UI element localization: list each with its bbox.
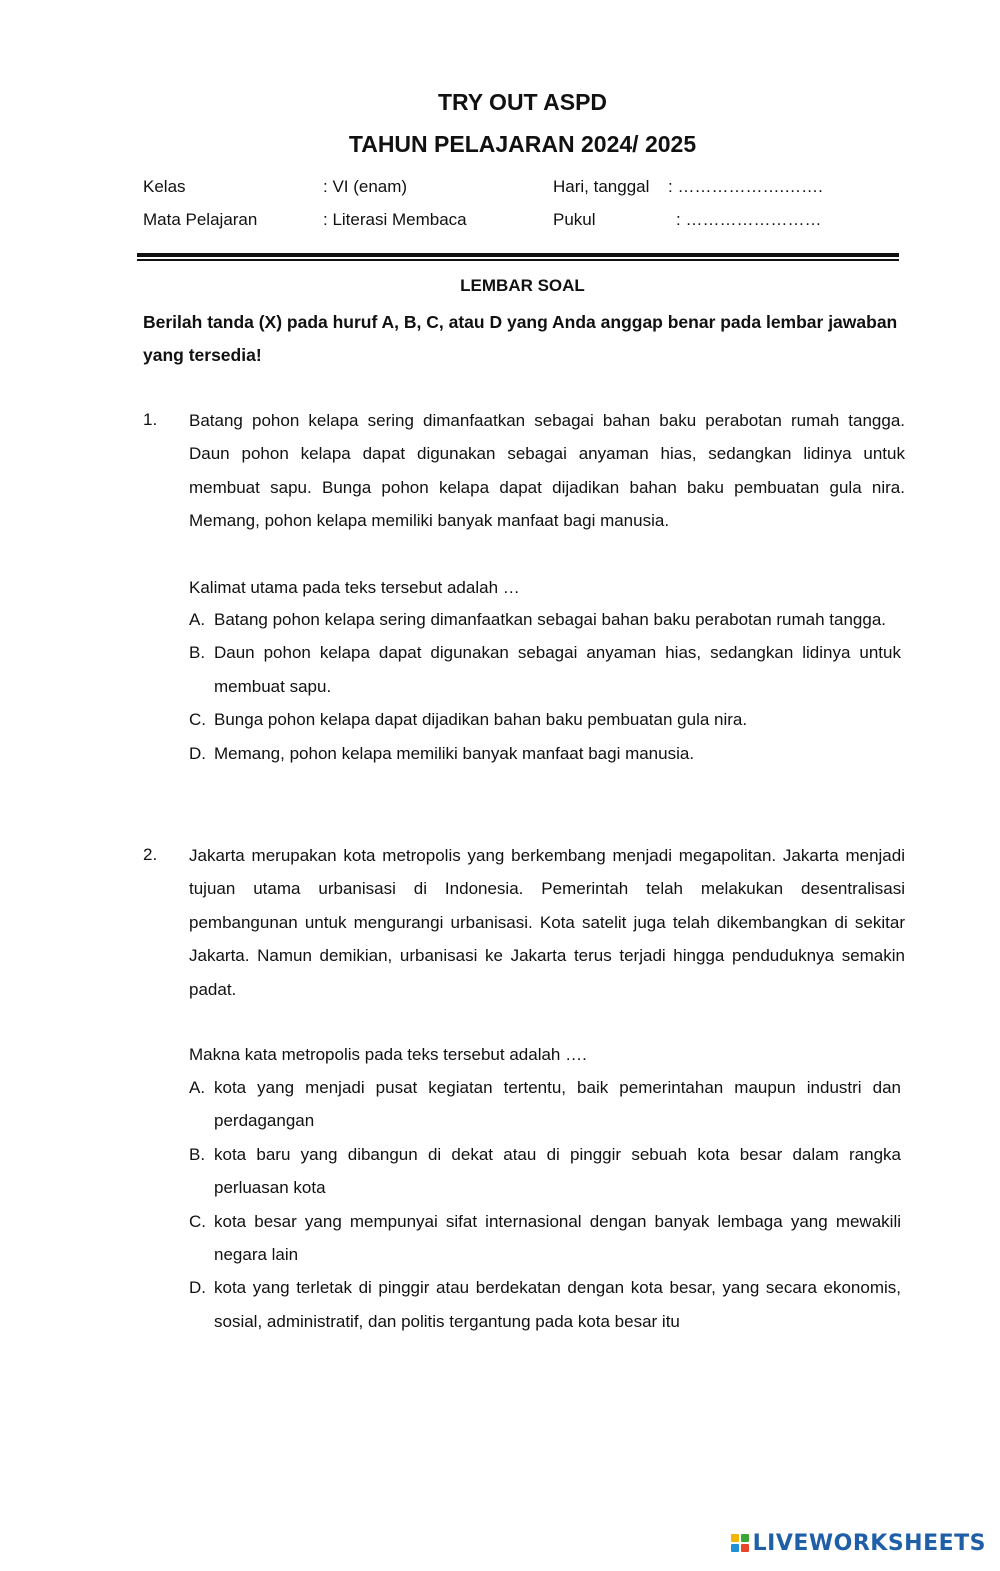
header-divider-thin <box>137 259 899 261</box>
option-letter: A. <box>189 1078 206 1097</box>
option-letter: C. <box>189 710 206 730</box>
logo-text: LIVEWORKSHEETS <box>752 1530 986 1556</box>
question-passage: Batang pohon kelapa sering dimanfaatkan sebagai bahan baku perabotan rumah tangga. Daun pohon kelapa dapat digunakan sebagai anyaman hias, sedangkan lidinya untuk membuat sapu. Bunga pohon kelapa dapat dijadikan bahan baku pembuatan gula nira. Memang, pohon kelapa memiliki banyak manfaat bagi manusia. <box>189 411 905 531</box>
kelas-label: Kelas <box>143 177 186 196</box>
option-letter: C. <box>189 1211 206 1231</box>
option-text: kota besar yang mempunyai sifat internasional dengan banyak lembaga yang mewakili negara lain <box>214 1211 901 1265</box>
mapel-label: Mata Pelajaran <box>143 210 258 229</box>
option-letter: D. <box>189 1278 206 1298</box>
option-d[interactable] <box>189 737 901 770</box>
option-letter: A. <box>189 610 206 629</box>
hari-value: : ……………….……. <box>668 177 823 196</box>
option-text: kota baru yang dibangun di dekat atau di pinggir sebuah kota besar dalam rangka perluasan kota <box>214 1144 901 1198</box>
option-letter: D. <box>189 743 206 763</box>
question-number: 1. <box>143 410 158 429</box>
pukul-label: Pukul <box>553 210 596 229</box>
option-text: Daun pohon kelapa dapat digunakan sebagai anyaman hias, sedangkan lidinya untuk membuat sapu. <box>214 643 901 696</box>
question-passage: Jakarta merupakan kota metropolis yang berkembang menjadi megapolitan. Jakarta menjadi tujuan utama urbanisasi di Indonesia. Pemerintah telah melakukan desentralisasi pembangunan untuk mengurangi urbanisasi. Kota satelit juga telah dikembangkan di sekitar Jakarta. Namun demikian, urbanisasi ke Jakarta terus terjadi hingga penduduknya semakin padat. <box>189 846 905 999</box>
option-b[interactable] <box>189 636 901 703</box>
option-d[interactable] <box>189 1271 901 1338</box>
logo-square-icon <box>741 1534 749 1542</box>
option-letter: B. <box>189 643 206 663</box>
instruction-text: Berilah tanda (X) pada huruf A, B, C, atau D yang Anda anggap benar pada lembar jawaban yang tersedia! <box>143 312 898 365</box>
option-text: kota yang terletak di pinggir atau berdekatan dengan kota besar, yang secara ekonomis, sosial, administratif, dan politis tergantung pada kota besar itu <box>214 1278 901 1331</box>
question-number: 2. <box>143 845 158 864</box>
mapel-value: : Literasi Membaca <box>323 210 467 229</box>
pukul-value: : …………………… <box>676 210 822 229</box>
kelas-value: : VI (enam) <box>323 177 408 196</box>
liveworksheets-logo <box>731 1528 986 1558</box>
answer-options <box>189 1071 901 1338</box>
option-text: Batang pohon kelapa sering dimanfaatkan sebagai bahan baku perabotan rumah tangga. <box>214 610 887 629</box>
question-prompt: Makna kata metropolis pada teks tersebut adalah …. <box>189 1045 587 1064</box>
liveworksheets-mark-icon <box>731 1534 749 1552</box>
option-c[interactable] <box>189 703 901 736</box>
option-a[interactable] <box>189 603 901 636</box>
option-c[interactable] <box>189 1205 901 1272</box>
option-text: Bunga pohon kelapa dapat dijadikan bahan baku pembuatan gula nira. <box>214 710 748 730</box>
header-divider-thick <box>137 253 899 257</box>
section-title: LEMBAR SOAL <box>460 276 585 295</box>
logo-square-icon <box>731 1544 739 1552</box>
option-a[interactable] <box>189 1071 901 1138</box>
option-letter: B. <box>189 1144 206 1164</box>
logo-square-icon <box>731 1534 739 1542</box>
option-text: Memang, pohon kelapa memiliki banyak manfaat bagi manusia. <box>214 743 695 763</box>
question-prompt: Kalimat utama pada teks tersebut adalah … <box>189 578 520 597</box>
logo-square-icon <box>741 1544 749 1552</box>
option-text: kota yang menjadi pusat kegiatan tertentu, baik pemerintahan maupun industri dan perdagangan <box>214 1078 901 1131</box>
answer-options <box>189 603 901 770</box>
hari-label: Hari, tanggal <box>553 177 650 196</box>
option-b[interactable] <box>189 1138 901 1205</box>
academic-year-title: TAHUN PELAJARAN 2024/ 2025 <box>348 131 697 157</box>
exam-title: TRY OUT ASPD <box>437 89 608 115</box>
